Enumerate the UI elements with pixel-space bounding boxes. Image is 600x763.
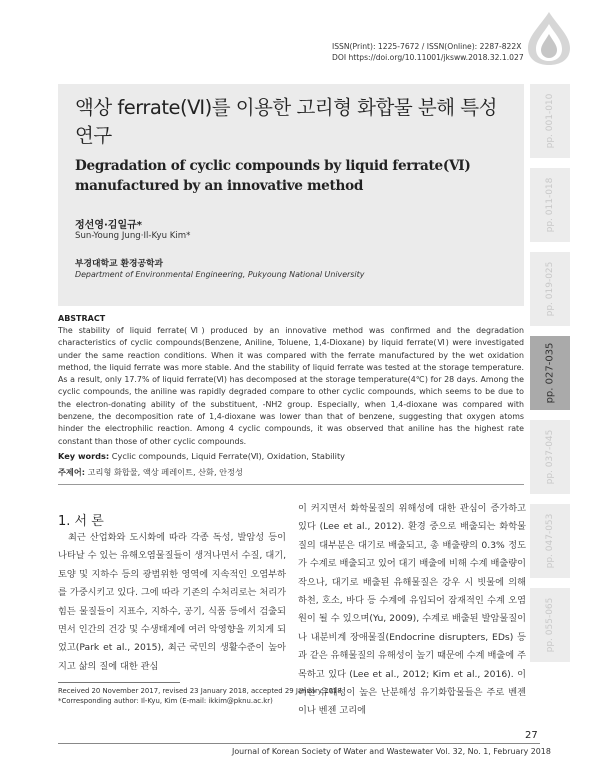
page-tab-3[interactable]: [530, 252, 570, 326]
page-tab-1[interactable]: [530, 84, 570, 158]
affiliation-english: Department of Environmental Engineering, Pukyoung National University: [75, 270, 365, 279]
footnote-received: Received 20 November 2017, revised 23 January 2018, accepted 29 January 2018: [58, 687, 342, 695]
section-heading: 1. 서 론: [58, 514, 104, 529]
page-range-tabs: [530, 84, 570, 714]
issn-doi-block: [332, 42, 532, 63]
page-tab-2[interactable]: [530, 168, 570, 242]
footer-divider: [58, 743, 540, 744]
page-tab-6[interactable]: [530, 504, 570, 578]
keywords-label: Key words:: [58, 451, 110, 461]
abstract-text: The stability of liquid ferrate(Ⅵ) produced by an innovative method was confirmed and the degradation characteristics of cyclic compounds(Benzene, Aniline, Toluene, 1,4-Dioxane) by liquid ferrate(Ⅵ) were investigated under the same reaction conditions. When it was compared with the ferrate manufactured by the wet oxidation method, the liquid ferrate was more stable. And the stability of liquid ferrate was tested at the storage temperature. As a result, only 17.7% of liquid ferrate(Ⅵ) has decomposed at the storage temperature(4℃) for 28 days. Among the cyclic compounds, the aniline was rapidly degraded compare to other cyclic compounds, which seems to be due to the electron-donating ability of the substituent, -NH2 group. Especially, when 1,4-dioxane was compared with benzene, the decomposition rate of 1,4-dioxane was lower than that of benzene, suggesting that oxygen atoms hinder the electrophilic reaction. Among 4 cyclic compounds, it was observed that aniline has the highest rate constant than those of other cyclic compounds.: [58, 326, 524, 446]
page-tab-4-active[interactable]: [530, 336, 570, 410]
page-tab-label: pp. 019-025: [545, 261, 555, 317]
page-tab-7[interactable]: [530, 588, 570, 662]
keywords-text: Cyclic compounds, Liquid Ferrate(Ⅵ), Oxidation, Stability: [111, 451, 346, 461]
abstract-divider: [58, 484, 524, 485]
page-tab-5[interactable]: [530, 420, 570, 494]
footnote: [58, 686, 342, 706]
keywords-korean-label: 주제어:: [58, 467, 86, 477]
footnote-corresponding: *Corresponding author: Il-Kyu, Kim (E-mail: ikkim@pknu.ac.kr): [58, 697, 273, 705]
page-number: 27: [525, 730, 538, 741]
doi-line: DOI https://doi.org/10.11001/jksww.2018.32.1.027: [332, 52, 524, 62]
body-right-column: 이 커지면서 화학물질의 위해성에 대한 관심이 증가하고 있다 (Lee et al., 2012). 환경 중으로 배출되는 화학물질의 대부분은 대기로 배출되고, 총 배출량의 0.3% 정도가 수계로 배출되고 있어 대기 배출에 비해 수계 배출량이 작으나, 대기로 배출된 유해물질은 강우 시 빗물에 의해 하천, 호소, 바다 등 수계에 유입되어 잠재적인 수계 오염원이 될 수 있으며(Yu, 2009), 수계로 배출된 발암물질이나 내분비계 장애물질(Endocrine disrupters, EDs) 등과 같은 유해물질의 유해성이 높기 때문에 수계 배출에 주목하고 있다 (Lee et al., 2012; Kim et al., 2016). 이러한 유해성이 높은 난분해성 유기화합물들은 주로 벤젠이나 벤젠 고리에: [298, 503, 526, 717]
affiliation-korean: 부경대학교 환경공학과: [75, 259, 164, 269]
page-tab-label: pp. 055-065: [545, 597, 555, 653]
english-title: Degradation of cyclic compounds by liquid ferrate(Ⅵ) manufactured by an innovative method: [75, 158, 471, 194]
page-tab-label: pp. 037-045: [545, 429, 555, 485]
keywords-korean-text: 고리형 화합물, 액상 페레이트, 산화, 안정성: [87, 467, 243, 477]
authors-korean: 정선영·김일규*: [75, 220, 142, 231]
page-tab-label: pp. 047-053: [545, 513, 555, 569]
issn-line: ISSN(Print): 1225-7672 / ISSN(Online): 2287-822X: [332, 42, 522, 51]
page-tab-label: pp. 001-010: [545, 93, 555, 149]
abstract-heading: ABSTRACT: [58, 314, 106, 323]
journal-citation: Journal of Korean Society of Water and Wastewater Vol. 32, No. 1, February 2018: [232, 747, 551, 756]
body-left-column: 최근 산업화와 도시화에 따라 각종 독성, 발암성 등이 나타날 수 있는 유해오염물질들이 생겨나면서 수질, 대기, 토양 및 지하수 등의 광범위한 영역에 지속적인 오염부하를 가중시키고 있다. 그에 따라 기존의 수처리로는 처리가 힘든 물질들이 지표수, 지하수, 공기, 식품 등에서 검출되면서 인간의 건강 및 수생태계에 여러 악영향을 끼치게 되었고(Park et al., 2015), 최근 국민의 생활수준이 높아지고 삶의 질에 대한 관심: [58, 532, 286, 672]
journal-logo-icon: [526, 10, 572, 66]
footnote-divider: [58, 682, 180, 683]
keywords-korean: [58, 467, 243, 478]
keywords: [58, 451, 345, 461]
page-tab-label: pp. 011-018: [545, 177, 555, 233]
page-tab-label: pp. 027-035: [544, 342, 556, 404]
korean-title: 액상 ferrate(Ⅵ)를 이용한 고리형 화합물 분해 특성 연구: [75, 96, 497, 147]
authors-english: Sun-Young Jung·Il-Kyu Kim*: [75, 231, 191, 241]
